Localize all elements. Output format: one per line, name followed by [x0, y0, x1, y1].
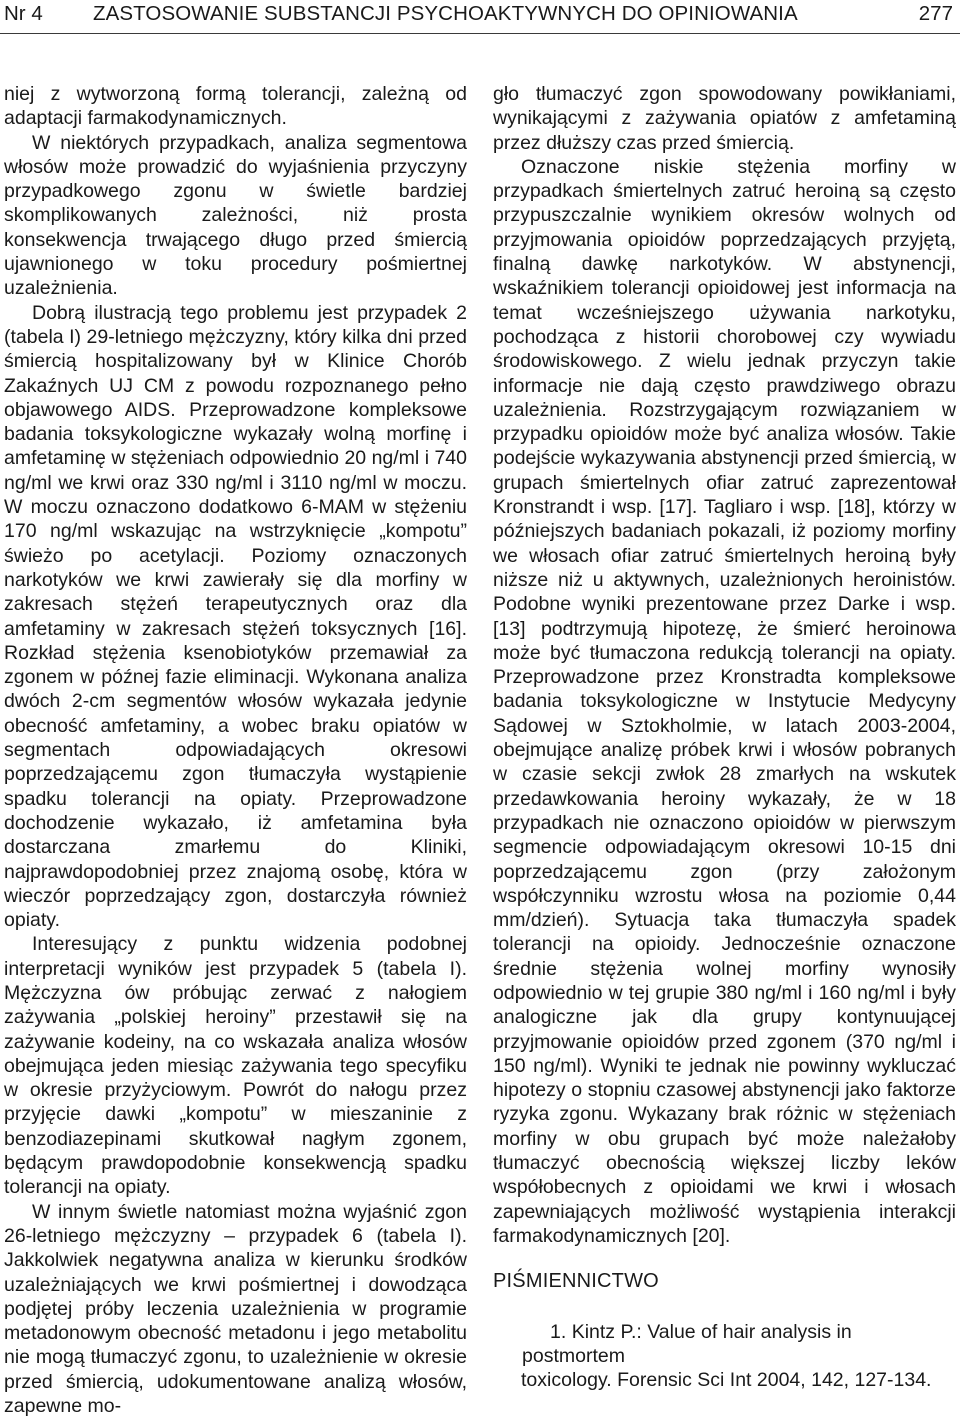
body-paragraph: Dobrą ilustracją tego problemu jest przypadek 2 (tabela I) 29-letniego mężczyzny, który kilka dni przed śmiercią hospitalizowany był w Klinice Chorób Zakaźnych UJ CM z powodu rozpoznanego pełno objawowego AIDS. Przeprowadzone kompleksowe badania toksykologiczne wykazały wolną morfinę i amfetaminę w stężeniach odpowiednio 20 ng/ml i 740 ng/ml we krwi oraz 330 ng/ml i 3110 ng/ml w moczu. W moczu oznaczono dodatkowo 6-MAM w stężeniu 170 ng/ml wskazując na wstrzyknięcie „kompotu” świeżo po acetylacji. Poziomy oznaczonych narkotyków we krwi zawierały się dla morfiny w zakresach stężeń terapeutycznych oraz dla amfetaminy w zakresach stężeń toksycznych [16]. Rozkład stężenia ksenobiotyków przemawiał za zgonem w późnej fazie eliminacji. Wykonana analiza dwóch 2-cm segmentów włosów wykazała jedynie obecność amfetaminy, a wobec braku opiatów w segmentach odpowiadających okresowi poprzedzającemu zgon tłumaczyła wystąpienie spadku tolerancji na opiaty. Przeprowadzone dochodzenie wykazało, iż amfetamina była dostarczana zmarłemu do Kliniki, najprawdopodobniej przez znajomą osobę, która w wieczór poprzedzający zgon, dostarczyła również opiaty. [4, 301, 467, 932]
reference-text-line2: toxicology. Forensic Sci Int 2004, 142, 127-134. [521, 1369, 932, 1392]
right-text-column [493, 82, 956, 1392]
reference-number: 1. [550, 1320, 567, 1343]
body-paragraph: W innym świetle natomiast można wyjaśnić zgon 26-letniego mężczyzny – przypadek 6 (tabela I). Jakkolwiek negatywna analiza w kierunku środków uzależniających we krwi pośmiertnej i dowodząca podjętej próby leczenia uzależnienia w programie metadonowym obecność metadonu i jego metabolitu nie mogą tłumaczyć zgonu, to uzależnienie w okresie przed śmiercią, udokumentowane analizą włosów, zapewne mo- [4, 1200, 467, 1418]
reference-text-line1: Kintz P.: Value of hair analysis in postmortem [522, 1320, 852, 1367]
body-paragraph-continuation: gło tłumaczyć zgon spowodowany powikłaniami, wynikającymi z zażywania opiatów z amfetaminą przez dłuższy czas przed śmiercią. [493, 83, 956, 154]
body-paragraph: Interesujący z punktu widzenia podobnej interpretacji wyników jest przypadek 5 (tabela I). Mężczyzna ów próbując zerwać z nałogiem zażywania „polskiej heroiny” przestawił się na zażywanie kodeiny, na co wskazała analiza włosów obejmująca jeden miesiąc zażywania tego specyfiku w okresie przyżyciowym. Powrót do nałogu przez przyjęcie dawki „kompotu” w mieszaninie z benzodiazepinami skutkował nagłym zgonem, będącym prawdopodobnie konsekwencją spadku tolerancji na opiaty. [4, 933, 467, 1199]
body-paragraph: Oznaczone niskie stężenia morfiny w przypadkach śmiertelnych zatruć heroiną są często przypuszczalnie wynikiem okresów wolnych od przyjmowania opioidów poprzedzających przyjętą, finalną dawkę narkotyków. W abstynencji, wskaźnikiem tolerancji opioidowej jest informacja na temat wcześniejszego używania narkotyku, pochodząca z historii chorobowej czy wywiadu środowiskowego. Z wielu jednak przyczyn takie informacje nie dają często prawdziwego obrazu uzależnienia. Rozstrzygającym rozwiązaniem w przypadku opioidów może być analiza włosów. Takie podejście wykazywania abstynencji przed śmiercią, w grupach śmiertelnych ofiar zatruć zaprezentował Kronstrandt i wsp. [17]. Tagliaro i wsp. [18], którzy w późniejszych badaniach pokazali, iż poziomy morfiny we włosach ofiar zatruć śmiertelnych heroiną były niższe niż u aktywnych, uzależnionych heroinistów. Podobne wyniki prezentowane przez Darke i wsp. [13] podtrzymują hipotezę, że śmierć heroinowa może być tłumaczona redukcją tolerancji na opiaty. Przeprowadzone przez Kronstradta kompleksowe badania toksykologiczne w Instytucie Medycyny Sądowej w Sztokholmie, w latach 2003-2004, obejmujące analizę próbek krwi i włosów pobranych w czasie sekcji zwłok 28 zmarłych na wskutek przedawkowania heroiny wykazały, że w 18 przypadkach nie oznaczono opioidów w pierwszym segmencie odpowiadającym okresowi 10-15 dni poprzedzającemu zgon (przy założonym współczynniku wzrostu włosa na poziomie 0,44 mm/dzień). Sytuacja taka tłumaczyła spadek tolerancji na opioidy. Jednocześnie oznaczone średnie stężenia wolnej morfiny wynosiły odpowiednio w tej grupie 380 ng/ml i 160 ng/ml i były analogiczne jak dla grupy kontynuującej przyjmowanie opioidów przed zgonem (370 ng/ml i 150 ng/ml). Wyniki te jednak nie powinny wykluczać hipotezy o stopniu czasowej abstynencji jako faktorze ryzyka zgonu. Wykazany brak różnic w stężeniach morfiny w obu grupach być może należałoby tłumaczyć obecnością większej liczby leków współobecnych z opioidami we krwi i włosach zapewniających możliwość wystąpienia interakcji farmakodynamicznych [20]. [493, 155, 956, 1247]
running-header [0, 0, 960, 28]
body-paragraph-continuation: niej z wytworzoną formą tolerancji, zależną od adaptacji farmakodynamicznych. [4, 83, 467, 130]
left-text-column [4, 82, 467, 1418]
issue-number: Nr 4 [4, 2, 43, 25]
page-number: 277 [918, 2, 953, 25]
reference-item [493, 1320, 956, 1393]
references-heading: PIŚMIENNICTWO [493, 1270, 659, 1293]
header-divider [0, 33, 960, 34]
body-paragraph: W niektórych przypadkach, analiza segmentowa włosów może prowadzić do wyjaśnienia przyczyny przypadkowego zgonu w świetle bardziej skomplikowanych zależności, niż prosta konsekwencja trwającego długo przed śmiercią ujawnionego w toku procedury pośmiertnej uzależnienia. [4, 131, 467, 300]
reference-line [493, 1320, 956, 1369]
journal-running-title: ZASTOSOWANIE SUBSTANCJI PSYCHOAKTYWNYCH DO OPINIOWANIA [93, 2, 798, 25]
